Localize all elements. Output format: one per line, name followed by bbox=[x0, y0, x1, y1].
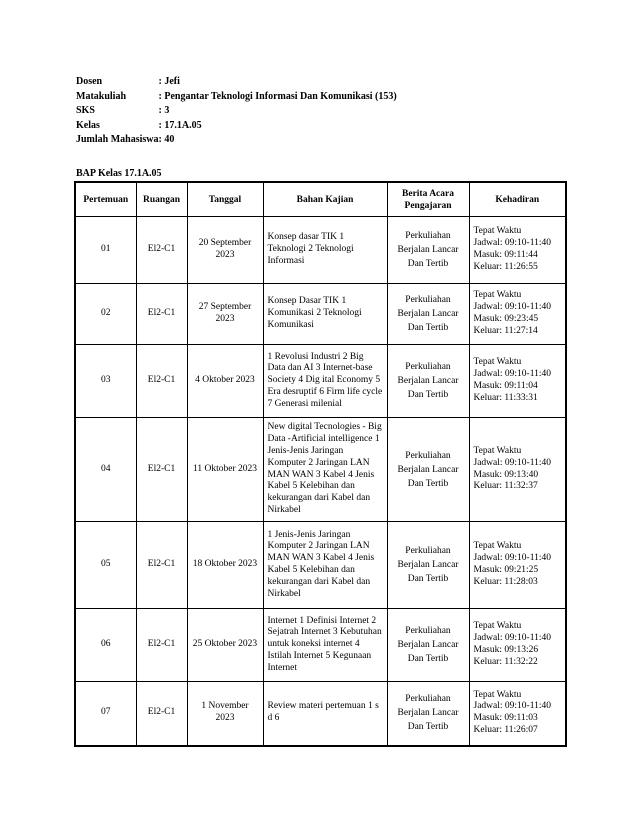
cell-bahan-kajian: 1 Jenis-Jenis Jaringan Komputer 2 Jaringan LAN MAN WAN 3 Kabel 4 Jenis Kabel 5 Kelebihan dan kekurangan dari Kabel dan Nirkabel bbox=[263, 522, 387, 609]
cell-pertemuan: 05 bbox=[75, 522, 136, 609]
info-value: : 3 bbox=[158, 105, 170, 116]
info-value: : Pengantar Teknologi Informasi Dan Komunikasi (153) bbox=[158, 90, 397, 102]
cell-berita-acara: Perkuliahan Berjalan Lancar Dan Tertib bbox=[387, 682, 469, 746]
kehadiran-status: Tepat Waktu bbox=[473, 689, 522, 700]
bap-table bbox=[74, 181, 567, 747]
cell-ruangan: El2-C1 bbox=[136, 284, 187, 345]
cell-tanggal: 27 September 2023 bbox=[187, 284, 263, 345]
cell-kehadiran bbox=[469, 217, 566, 284]
cell-ruangan: El2-C1 bbox=[136, 418, 187, 522]
cell-pertemuan: 02 bbox=[75, 284, 136, 345]
kehadiran-jadwal: Jadwal: 09:10-11:40 bbox=[473, 633, 551, 644]
column-header-bahan-kajian: Bahan Kajian bbox=[263, 182, 387, 217]
kehadiran-keluar: Keluar: 11:26:07 bbox=[473, 725, 538, 736]
cell-tanggal: 18 Oktober 2023 bbox=[187, 522, 263, 609]
kehadiran-keluar: Keluar: 11:32:22 bbox=[473, 656, 538, 667]
info-row-jumlah-mahasiswa bbox=[76, 133, 556, 148]
kehadiran-jadwal: Jadwal: 09:10-11:40 bbox=[473, 302, 551, 313]
cell-ruangan: El2-C1 bbox=[136, 345, 187, 418]
cell-kehadiran bbox=[469, 522, 566, 609]
column-header-ruangan: Ruangan bbox=[136, 182, 187, 217]
info-label: Kelas bbox=[76, 119, 100, 131]
cell-pertemuan: 01 bbox=[75, 217, 136, 284]
info-value: : Jefi bbox=[158, 76, 180, 87]
cell-kehadiran bbox=[469, 682, 566, 746]
course-info bbox=[76, 75, 556, 148]
kehadiran-masuk: Masuk: 09:21:25 bbox=[473, 565, 539, 575]
bap-title: BAP Kelas 17.1A.05 bbox=[76, 168, 162, 179]
cell-berita-acara: Perkuliahan Berjalan Lancar Dan Tertib bbox=[387, 609, 469, 682]
kehadiran-masuk: Masuk: 09:13:40 bbox=[473, 469, 539, 480]
kehadiran-jadwal: Jadwal: 09:10-11:40 bbox=[473, 238, 551, 249]
info-row-matakuliah bbox=[76, 90, 556, 105]
cell-bahan-kajian: Internet 1 Definisi Internet 2 Sejatrah Internet 3 Kebutuhan untuk koneksi internet 4 Istilah Internet 5 Kegunaan Internet bbox=[263, 609, 387, 682]
cell-kehadiran bbox=[469, 345, 566, 418]
column-header-pertemuan: Pertemuan bbox=[75, 182, 136, 217]
table-row bbox=[75, 217, 566, 284]
kehadiran-jadwal: Jadwal: 09:10-11:40 bbox=[473, 457, 551, 468]
column-header-berita-acara: Berita Acara Pengajaran bbox=[387, 182, 469, 217]
kehadiran-masuk: Masuk: 09:23:45 bbox=[473, 314, 539, 324]
kehadiran-status: Tepat Waktu bbox=[473, 445, 522, 456]
kehadiran-status: Tepat Waktu bbox=[473, 226, 522, 237]
cell-bahan-kajian: Konsep dasar TIK 1 Teknologi 2 Teknologi Informasi bbox=[263, 217, 387, 284]
cell-pertemuan: 03 bbox=[75, 345, 136, 418]
table-header-row bbox=[75, 182, 566, 217]
kehadiran-status: Tepat Waktu bbox=[473, 290, 522, 301]
kehadiran-keluar: Keluar: 11:26:55 bbox=[473, 261, 538, 272]
info-row-kelas bbox=[76, 119, 556, 134]
cell-bahan-kajian: Review materi pertemuan 1 s d 6 bbox=[263, 682, 387, 746]
table-row bbox=[75, 284, 566, 345]
info-label: Jumlah Mahasiswa bbox=[76, 134, 159, 145]
kehadiran-masuk: Masuk: 09:13:26 bbox=[473, 645, 539, 655]
cell-ruangan: El2-C1 bbox=[136, 682, 187, 746]
cell-pertemuan: 07 bbox=[75, 682, 136, 746]
cell-pertemuan: 04 bbox=[75, 418, 136, 522]
cell-ruangan: El2-C1 bbox=[136, 217, 187, 284]
info-value: : 17.1A.05 bbox=[158, 119, 202, 131]
kehadiran-jadwal: Jadwal: 09:10-11:40 bbox=[473, 369, 551, 380]
cell-ruangan: El2-C1 bbox=[136, 609, 187, 682]
table-row bbox=[75, 682, 566, 746]
info-label: Dosen bbox=[76, 76, 103, 87]
cell-kehadiran bbox=[469, 418, 566, 522]
cell-kehadiran bbox=[469, 609, 566, 682]
table-row bbox=[75, 345, 566, 418]
cell-berita-acara: Perkuliahan Berjalan Lancar Dan Tertib bbox=[387, 284, 469, 345]
kehadiran-masuk: Masuk: 09:11:03 bbox=[473, 713, 538, 724]
cell-tanggal: 4 Oktober 2023 bbox=[187, 345, 263, 418]
kehadiran-status: Tepat Waktu bbox=[473, 541, 522, 552]
kehadiran-status: Tepat Waktu bbox=[473, 621, 522, 632]
info-row-sks bbox=[76, 104, 556, 119]
table-row bbox=[75, 522, 566, 609]
cell-berita-acara: Perkuliahan Berjalan Lancar Dan Tertib bbox=[387, 345, 469, 418]
info-row-dosen bbox=[76, 75, 556, 90]
cell-tanggal: 25 Oktober 2023 bbox=[187, 609, 263, 682]
kehadiran-jadwal: Jadwal: 09:10-11:40 bbox=[473, 701, 551, 712]
kehadiran-keluar: Keluar: 11:27:14 bbox=[473, 325, 538, 336]
kehadiran-keluar: Keluar: 11:28:03 bbox=[473, 576, 538, 587]
kehadiran-masuk: Masuk: 09:11:44 bbox=[473, 250, 538, 260]
info-label: Matakuliah bbox=[76, 90, 127, 102]
column-header-tanggal: Tanggal bbox=[187, 182, 263, 217]
cell-ruangan: El2-C1 bbox=[136, 522, 187, 609]
cell-tanggal: 20 September 2023 bbox=[187, 217, 263, 284]
kehadiran-keluar: Keluar: 11:32:37 bbox=[473, 481, 538, 492]
kehadiran-keluar: Keluar: 11:33:31 bbox=[473, 392, 538, 403]
cell-bahan-kajian: Konsep Dasar TIK 1 Komunikasi 2 Teknologi Komunikasi bbox=[263, 284, 387, 345]
cell-kehadiran bbox=[469, 284, 566, 345]
info-value: : 40 bbox=[158, 134, 175, 145]
cell-tanggal: 1 November 2023 bbox=[187, 682, 263, 746]
kehadiran-status: Tepat Waktu bbox=[473, 357, 522, 368]
cell-tanggal: 11 Oktober 2023 bbox=[187, 418, 263, 522]
cell-berita-acara: Perkuliahan Berjalan Lancar Dan Tertib bbox=[387, 217, 469, 284]
column-header-kehadiran: Kehadiran bbox=[469, 182, 566, 217]
kehadiran-masuk: Masuk: 09:11:04 bbox=[473, 381, 538, 391]
cell-bahan-kajian: 1 Revolusi Industri 2 Big Data dan AI 3 Internet-base Society 4 Dig ital Economy 5 Era desruptif 6 Firm life cycle 7 Generasi milenial bbox=[263, 345, 387, 418]
table-row bbox=[75, 418, 566, 522]
cell-bahan-kajian: New digital Tecnologies - Big Data -Artificial intelligence 1 Jenis-Jenis Jaringan Komputer 2 Jaringan LAN MAN WAN 3 Kabel 4 Jenis Kabel 5 Kelebihan dan kekurangan dari Kabel dan Nirkabel bbox=[263, 418, 387, 522]
cell-berita-acara: Perkuliahan Berjalan Lancar Dan Tertib bbox=[387, 522, 469, 609]
info-label: SKS bbox=[76, 105, 95, 116]
table-row bbox=[75, 609, 566, 682]
kehadiran-jadwal: Jadwal: 09:10-11:40 bbox=[473, 553, 551, 564]
cell-berita-acara: Perkuliahan Berjalan Lancar Dan Tertib bbox=[387, 418, 469, 522]
cell-pertemuan: 06 bbox=[75, 609, 136, 682]
